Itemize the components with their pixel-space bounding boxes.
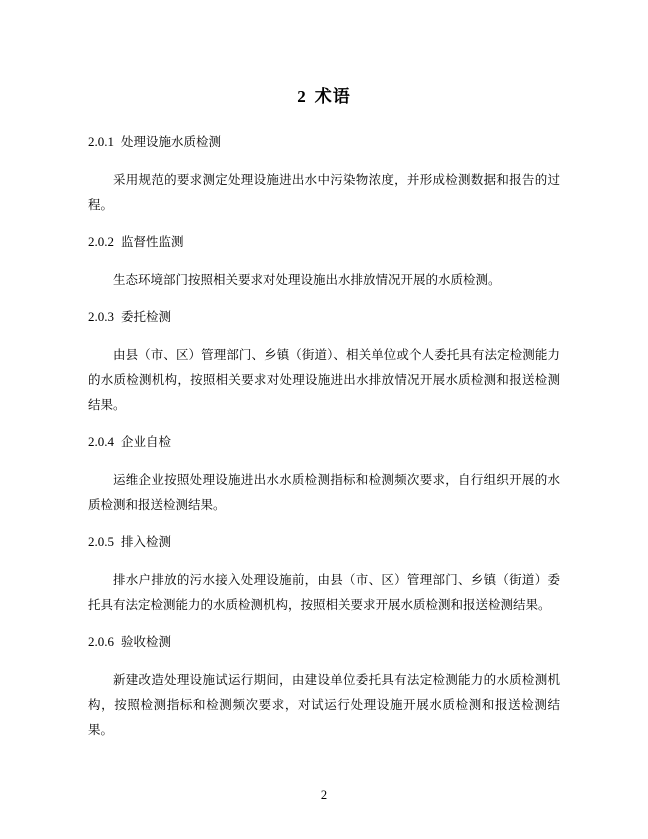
clause-2-0-1 xyxy=(88,129,560,217)
clause-heading xyxy=(88,304,560,329)
page-title-text: 术语 xyxy=(314,87,351,107)
clause-2-0-6 xyxy=(88,629,560,742)
clause-title: 监督性监测 xyxy=(121,234,184,249)
clause-number: 2.0.1 xyxy=(88,134,114,149)
clause-heading xyxy=(88,629,560,654)
page-title-number: 2 xyxy=(297,87,307,106)
clause-2-0-3 xyxy=(88,304,560,417)
page-number: 2 xyxy=(320,788,328,802)
clause-heading xyxy=(88,129,560,154)
clause-2-0-2 xyxy=(88,229,560,292)
clause-title: 验收检测 xyxy=(121,634,172,649)
clause-2-0-5 xyxy=(88,529,560,617)
clause-heading xyxy=(88,229,560,254)
clause-body: 由县（市、区）管理部门、乡镇（街道）、相关单位或个人委托具有法定检测能力的水质检测机构，按照相关要求对处理设施进出水排放情况开展水质检测和报送检测结果。 xyxy=(88,346,560,412)
clause-number: 2.0.2 xyxy=(88,234,114,249)
clause-number: 2.0.3 xyxy=(88,309,114,324)
clause-heading xyxy=(88,429,560,454)
clause-body: 生态环境部门按照相关要求对处理设施出水排放情况开展的水质检测。 xyxy=(113,271,501,287)
clause-number: 2.0.6 xyxy=(88,634,114,649)
clause-title: 委托检测 xyxy=(121,309,172,324)
clause-body: 采用规范的要求测定处理设施进出水中污染物浓度，并形成检测数据和报告的过程。 xyxy=(88,171,560,212)
clause-2-0-4 xyxy=(88,429,560,517)
page-title xyxy=(88,0,560,129)
clause-title: 企业自检 xyxy=(121,434,172,449)
clause-title: 处理设施水质检测 xyxy=(121,134,222,149)
clause-body: 排水户排放的污水接入处理设施前，由县（市、区）管理部门、乡镇（街道）委托具有法定检测能力的水质检测机构，按照相关要求开展水质检测和报送检测结果。 xyxy=(88,571,560,612)
clause-number: 2.0.5 xyxy=(88,534,114,549)
clause-number: 2.0.4 xyxy=(88,434,114,449)
clause-heading xyxy=(88,529,560,554)
clause-title: 排入检测 xyxy=(121,534,172,549)
clause-body: 运维企业按照处理设施进出水水质检测指标和检测频次要求，自行组织开展的水质检测和报送检测结果。 xyxy=(88,471,560,512)
clause-body: 新建改造处理设施试运行期间，由建设单位委托具有法定检测能力的水质检测机构，按照检测指标和检测频次要求，对试运行处理设施开展水质检测和报送检测结果。 xyxy=(88,671,560,737)
